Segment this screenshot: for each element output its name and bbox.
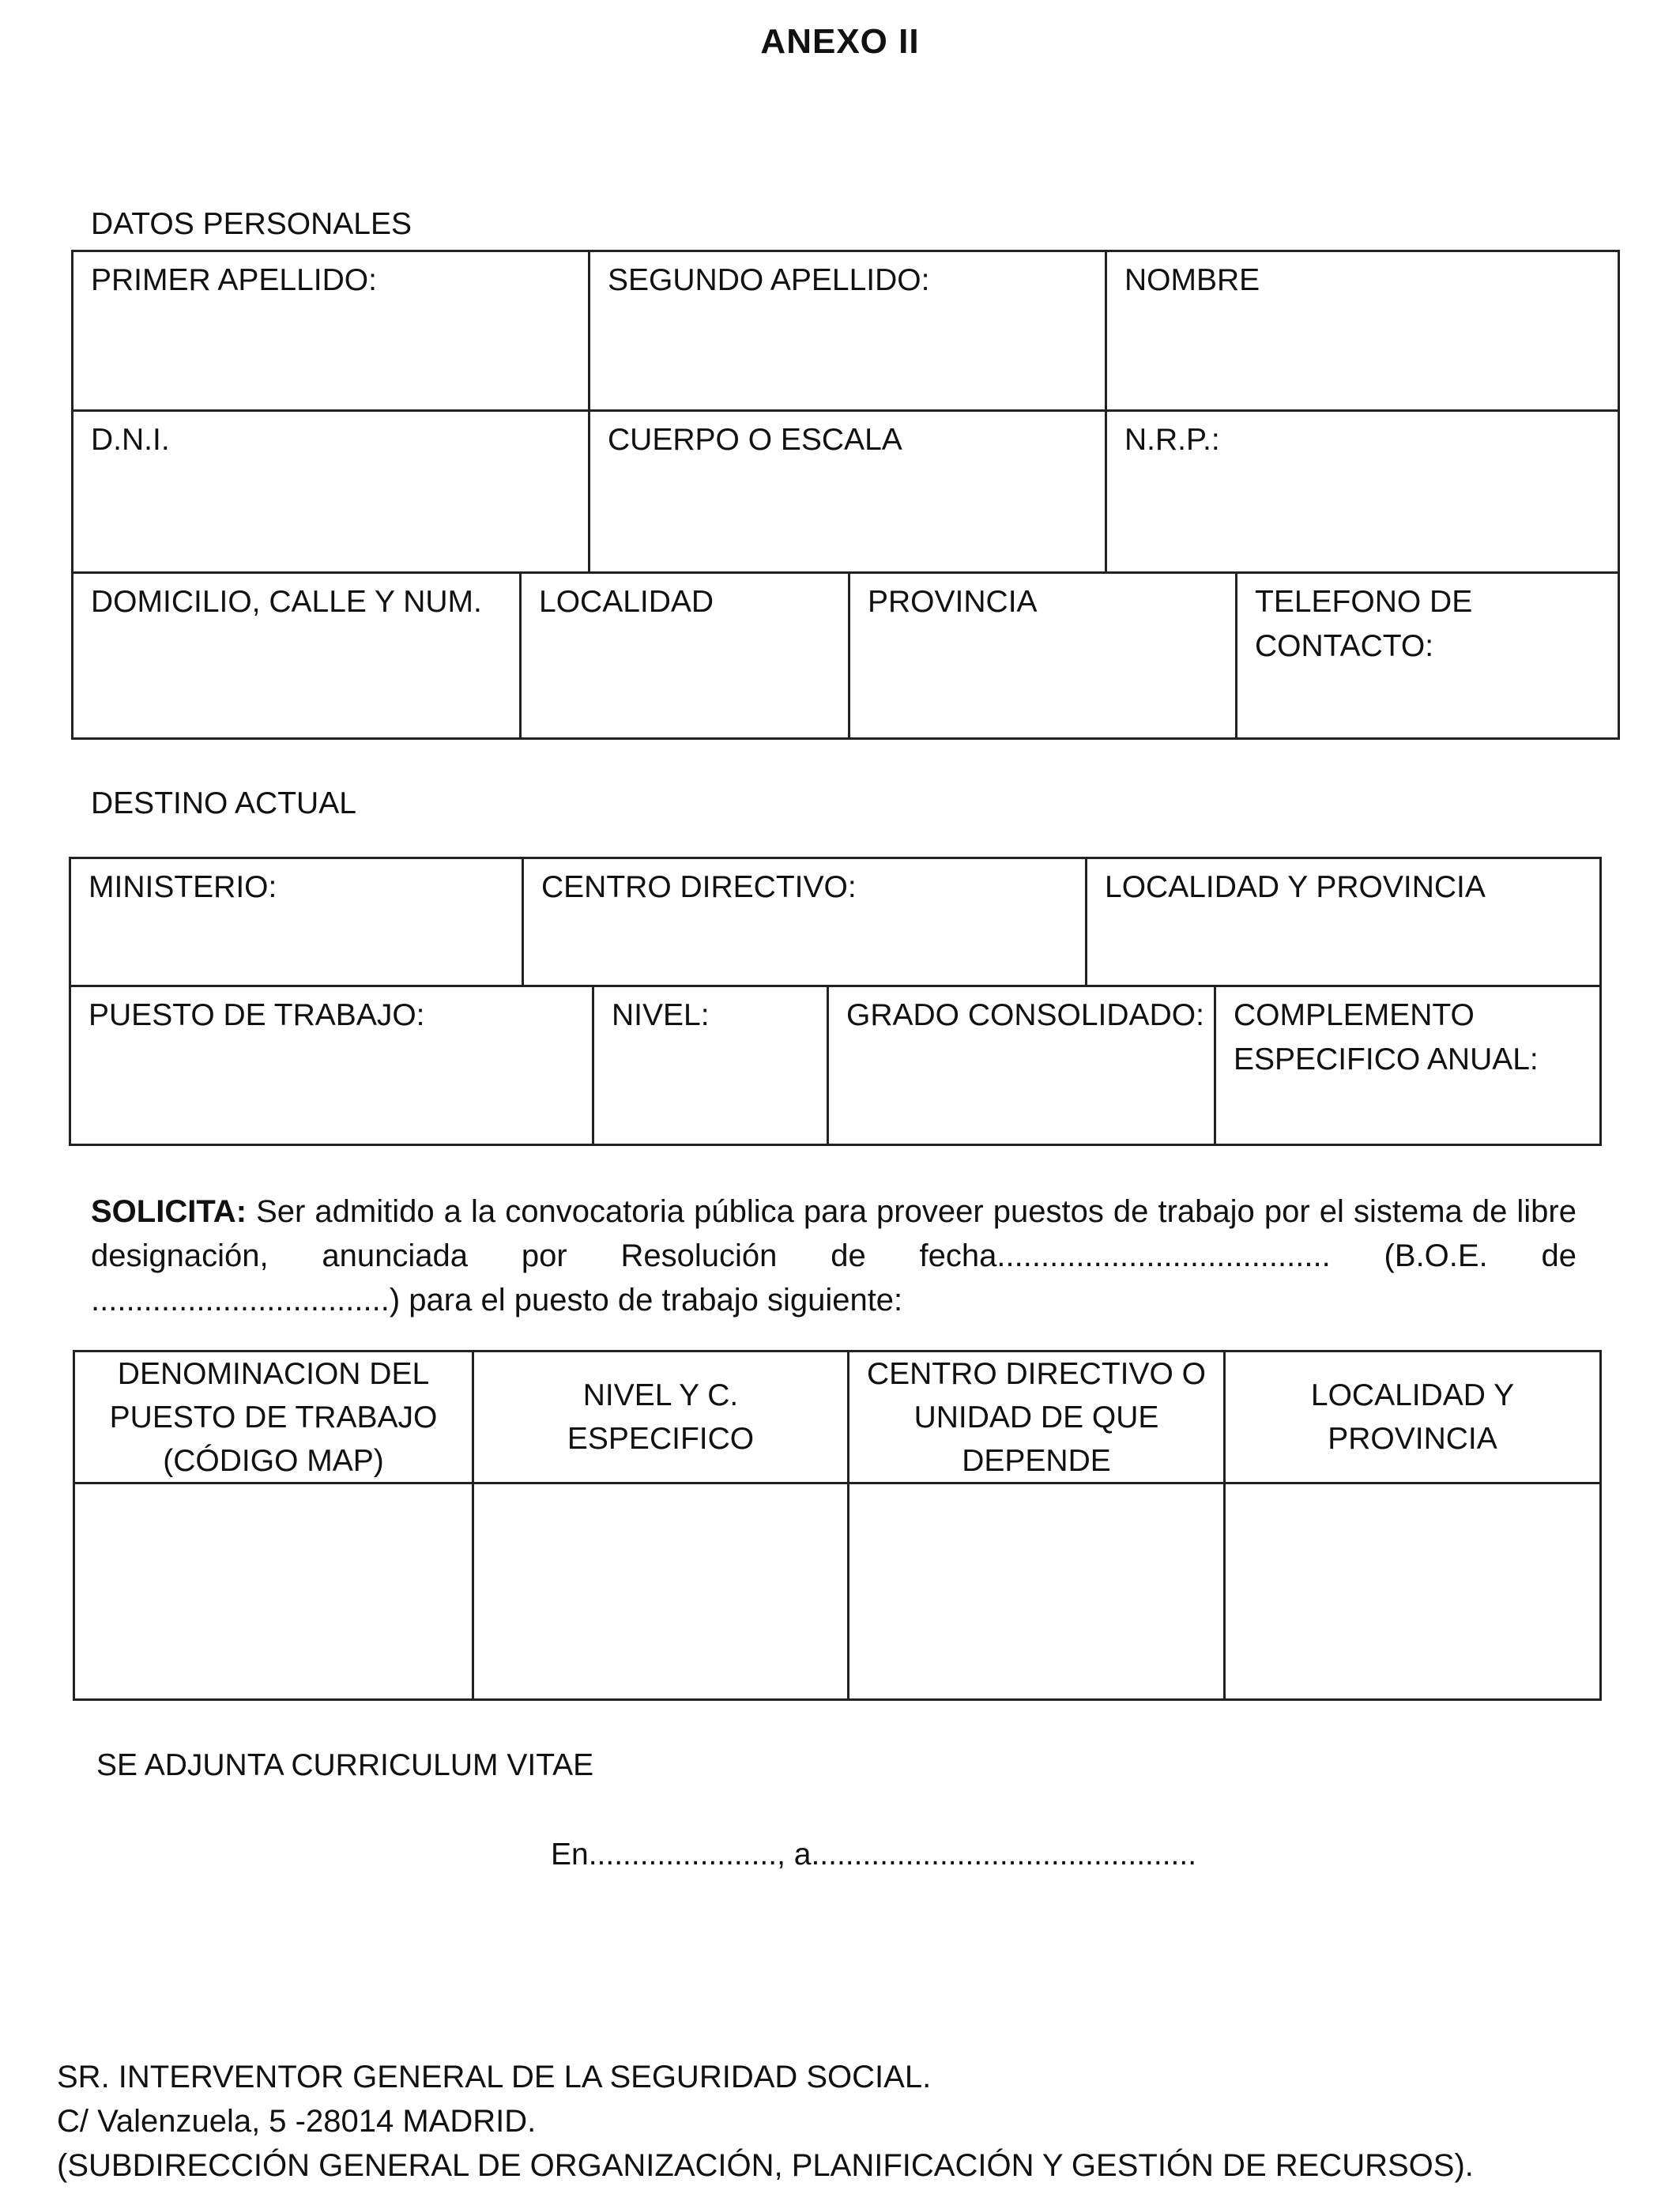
input-denominacion[interactable]: [75, 1484, 474, 1698]
field-primer-apellido[interactable]: PRIMER APELLIDO:: [73, 252, 590, 412]
datos-personales-heading: DATOS PERSONALES: [91, 207, 412, 241]
field-cuerpo-escala[interactable]: CUERPO O ESCALA: [590, 412, 1107, 574]
header-denominacion: DENOMINACION DEL PUESTO DE TRABAJO (CÓDIGO MAP): [75, 1352, 474, 1484]
datos-personales-table: [71, 250, 1620, 740]
lugar-fecha-line: En......................, a.............................................: [551, 1838, 1197, 1872]
solicita-text: Ser admitido a la convocatoria pública para proveer puestos de trabajo por el sistema de libre designación, anunciada por Resolución de fecha...................................... (B.O.E. de ..................................) para el puesto de trabajo siguiente:: [91, 1194, 1576, 1318]
field-nombre[interactable]: NOMBRE: [1107, 252, 1618, 412]
field-segundo-apellido[interactable]: SEGUNDO APELLIDO:: [590, 252, 1107, 412]
solicita-label: SOLICITA:: [91, 1194, 247, 1229]
addressee-line-1: SR. INTERVENTOR GENERAL DE LA SEGURIDAD SOCIAL.: [57, 2060, 932, 2094]
field-provincia[interactable]: PROVINCIA: [850, 574, 1237, 737]
addressee-line-3: (SUBDIRECCIÓN GENERAL DE ORGANIZACIÓN, PLANIFICACIÓN Y GESTIÓN DE RECURSOS).: [57, 2148, 1474, 2183]
page-title: ANEXO II: [760, 22, 920, 61]
field-localidad-provincia[interactable]: LOCALIDAD Y PROVINCIA: [1087, 859, 1599, 987]
input-nivel-c-especifico[interactable]: [474, 1484, 849, 1698]
field-ministerio[interactable]: MINISTERIO:: [71, 859, 524, 987]
header-centro-directivo: CENTRO DIRECTIVO O UNIDAD DE QUE DEPENDE: [849, 1352, 1226, 1484]
field-localidad[interactable]: LOCALIDAD: [522, 574, 850, 737]
field-domicilio[interactable]: DOMICILIO, CALLE Y NUM.: [73, 574, 522, 737]
addressee-line-2: C/ Valenzuela, 5 -28014 MADRID.: [57, 2104, 537, 2139]
destino-actual-heading: DESTINO ACTUAL: [91, 786, 356, 820]
input-localidad-provincia[interactable]: [1226, 1484, 1599, 1698]
input-centro-directivo[interactable]: [849, 1484, 1226, 1698]
field-nivel[interactable]: NIVEL:: [594, 987, 829, 1144]
field-telefono-contacto[interactable]: TELEFONO DE CONTACTO:: [1255, 585, 1473, 663]
solicita-paragraph: [91, 1189, 1576, 1322]
field-puesto-trabajo[interactable]: PUESTO DE TRABAJO:: [71, 987, 594, 1144]
field-grado-consolidado[interactable]: GRADO CONSOLIDADO:: [829, 987, 1216, 1144]
field-complemento-especifico[interactable]: COMPLEMENTO ESPECIFICO ANUAL:: [1234, 998, 1539, 1076]
header-localidad-provincia: LOCALIDAD Y PROVINCIA: [1226, 1352, 1599, 1484]
field-dni[interactable]: D.N.I.: [73, 412, 590, 574]
header-nivel-c-especifico: NIVEL Y C. ESPECIFICO: [474, 1352, 849, 1484]
adjunta-curriculum: SE ADJUNTA CURRICULUM VITAE: [96, 1748, 594, 1782]
field-centro-directivo[interactable]: CENTRO DIRECTIVO:: [524, 859, 1087, 987]
puesto-solicitado-table: [73, 1350, 1602, 1701]
destino-actual-table: [69, 857, 1602, 1146]
field-nrp[interactable]: N.R.P.:: [1107, 412, 1618, 574]
